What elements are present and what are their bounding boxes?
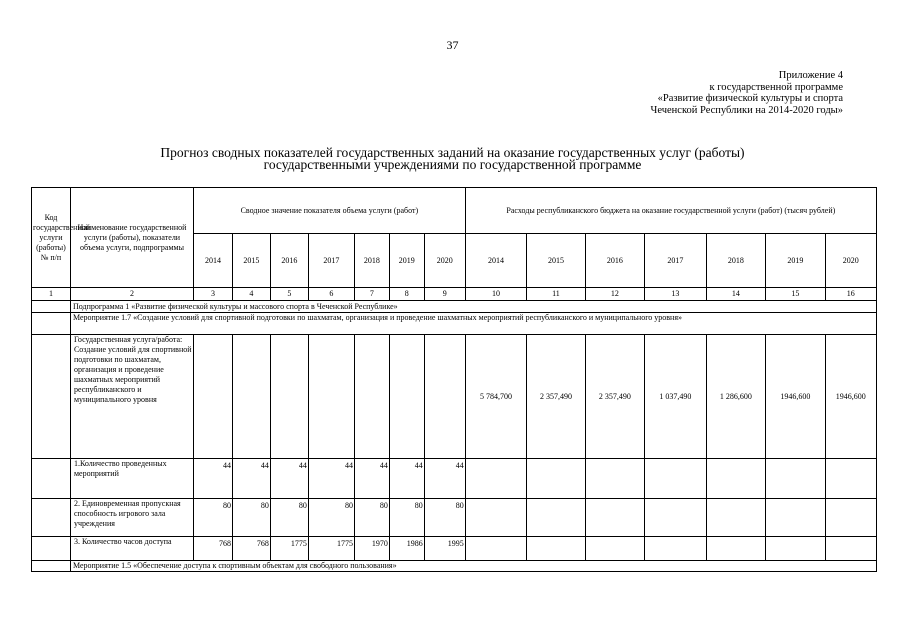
document-title (0, 147, 905, 171)
header-volume-group: Сводное значение показателя объема услуги (работ) (194, 188, 466, 234)
indicator-expense-cell (585, 499, 644, 537)
service-name: Государственная услуга/работа: Создание условий для спортивной подготовки по шахматам, организация и проведение шахматных мероприятий республиканского и муниципального уровня (70, 335, 193, 459)
volume-year-2015: 2015 (232, 234, 270, 288)
service-expense-value: 2 357,490 (585, 335, 644, 459)
indicator-value: 1775 (308, 537, 354, 561)
service-volume-cell (354, 335, 389, 459)
service-expense-value: 2 357,490 (527, 335, 585, 459)
indicator-expense-cell (465, 499, 527, 537)
measure-1-5-title: Мероприятие 1.5 «Обеспечение доступа к спортивным объектам для свободного пользования» (70, 561, 876, 572)
indicator-expense-cell (825, 459, 876, 499)
appendix-line-1: Приложение 4 (778, 70, 843, 81)
service-volume-cell (389, 335, 424, 459)
forecast-table (31, 187, 877, 572)
title-line-1: Прогноз сводных показателей государственных заданий на оказание государственных услуг (работы) (160, 145, 745, 160)
indicator-expense-cell (645, 459, 707, 499)
column-number: 6 (308, 288, 354, 301)
header-code: Код государственной услуги (работы) № п/п (32, 188, 71, 288)
service-volume-cell (308, 335, 354, 459)
service-expense-value: 1 037,490 (645, 335, 707, 459)
service-volume-cell (270, 335, 308, 459)
indicator-value: 44 (194, 459, 233, 499)
service-expense-value: 1946,600 (825, 335, 876, 459)
column-number: 1 (32, 288, 71, 301)
volume-year-2017: 2017 (308, 234, 354, 288)
indicator-code (32, 499, 71, 537)
measure-1-5-row (32, 561, 877, 572)
column-number: 15 (766, 288, 825, 301)
indicator-value: 80 (194, 499, 233, 537)
indicator-value: 44 (232, 459, 270, 499)
expense-year-2018: 2018 (706, 234, 765, 288)
indicator-row (32, 499, 877, 537)
indicator-expense-cell (465, 537, 527, 561)
service-expense-value: 1946,600 (766, 335, 825, 459)
indicator-expense-cell (706, 537, 765, 561)
indicator-expense-cell (465, 459, 527, 499)
indicator-value: 768 (232, 537, 270, 561)
indicator-expense-cell (706, 499, 765, 537)
column-number: 11 (527, 288, 585, 301)
indicator-expense-cell (585, 459, 644, 499)
indicator-name: 3. Количество часов доступа (70, 537, 193, 561)
indicator-name: 1.Количество проведенных мероприятий (70, 459, 193, 499)
expense-year-2017: 2017 (645, 234, 707, 288)
service-row (32, 335, 877, 459)
indicator-value: 80 (270, 499, 308, 537)
service-expense-value: 1 286,600 (706, 335, 765, 459)
subprogram-title: Подпрограмма 1 «Развитие физической культуры и массового спорта в Чеченской Республике» (70, 301, 876, 313)
indicator-value: 80 (308, 499, 354, 537)
indicator-value: 1995 (424, 537, 465, 561)
volume-year-2020: 2020 (424, 234, 465, 288)
column-number: 13 (645, 288, 707, 301)
column-number: 4 (232, 288, 270, 301)
service-expense-value: 5 784,700 (465, 335, 527, 459)
indicator-expense-cell (585, 537, 644, 561)
expense-year-2020: 2020 (825, 234, 876, 288)
indicator-value: 80 (232, 499, 270, 537)
volume-year-2014: 2014 (194, 234, 233, 288)
column-number: 16 (825, 288, 876, 301)
column-number: 12 (585, 288, 644, 301)
indicator-expense-cell (766, 537, 825, 561)
indicator-value: 80 (424, 499, 465, 537)
page-number: 37 (446, 38, 459, 52)
expense-year-2014: 2014 (465, 234, 527, 288)
indicator-value: 768 (194, 537, 233, 561)
title-line-2: государственными учреждениями по государственной программе (263, 157, 642, 172)
volume-year-2018: 2018 (354, 234, 389, 288)
service-volume-cell (232, 335, 270, 459)
indicator-value: 1986 (389, 537, 424, 561)
volume-year-2016: 2016 (270, 234, 308, 288)
indicator-value: 80 (389, 499, 424, 537)
column-number: 5 (270, 288, 308, 301)
indicator-code (32, 537, 71, 561)
appendix-line-4: Чеченской Республики на 2014-2020 годы» (650, 104, 843, 116)
appendix-note (651, 70, 843, 116)
indicator-expense-cell (527, 537, 585, 561)
indicator-expense-cell (766, 459, 825, 499)
service-volume-cell (424, 335, 465, 459)
indicator-name: 2. Единовременная пропускная способность игрового зала учреждения (70, 499, 193, 537)
volume-year-2019: 2019 (389, 234, 424, 288)
indicator-value: 80 (354, 499, 389, 537)
service-volume-cell (194, 335, 233, 459)
indicator-value: 44 (270, 459, 308, 499)
column-number: 9 (424, 288, 465, 301)
appendix-line-2: к государственной программе (709, 81, 843, 93)
indicator-row (32, 459, 877, 499)
column-number: 7 (354, 288, 389, 301)
indicator-value: 44 (354, 459, 389, 499)
service-code (32, 335, 71, 459)
expense-year-2016: 2016 (585, 234, 644, 288)
header-expense-group: Расходы республиканского бюджета на оказание государственной услуги (работ) (тысяч рублей) (465, 188, 876, 234)
expense-year-2015: 2015 (527, 234, 585, 288)
indicator-expense-cell (645, 499, 707, 537)
indicator-value: 1775 (270, 537, 308, 561)
indicator-expense-cell (766, 499, 825, 537)
measure-1-7-title: Мероприятие 1.7 «Создание условий для спортивной подготовки по шахматам, организация и проведение шахматных мероприятий республиканского и муниципального уровня» (70, 313, 876, 335)
indicator-expense-cell (645, 537, 707, 561)
indicator-expense-cell (706, 459, 765, 499)
indicator-expense-cell (825, 499, 876, 537)
column-number: 3 (194, 288, 233, 301)
indicator-value: 1970 (354, 537, 389, 561)
column-number: 8 (389, 288, 424, 301)
column-number: 2 (70, 288, 193, 301)
expense-year-2019: 2019 (766, 234, 825, 288)
indicator-value: 44 (308, 459, 354, 499)
measure-1-7-row (32, 313, 877, 335)
indicator-code (32, 459, 71, 499)
indicator-value: 44 (389, 459, 424, 499)
indicator-expense-cell (527, 499, 585, 537)
appendix-line-3: «Развитие физической культуры и спорта (657, 93, 843, 105)
indicator-row (32, 537, 877, 561)
indicator-expense-cell (527, 459, 585, 499)
header-name: Наименование государственной услуги (работы), показатели объема услуги, подпрограммы (70, 188, 193, 288)
column-number: 14 (706, 288, 765, 301)
indicator-expense-cell (825, 537, 876, 561)
indicator-value: 44 (424, 459, 465, 499)
column-number: 10 (465, 288, 527, 301)
subprogram-row (32, 301, 877, 313)
